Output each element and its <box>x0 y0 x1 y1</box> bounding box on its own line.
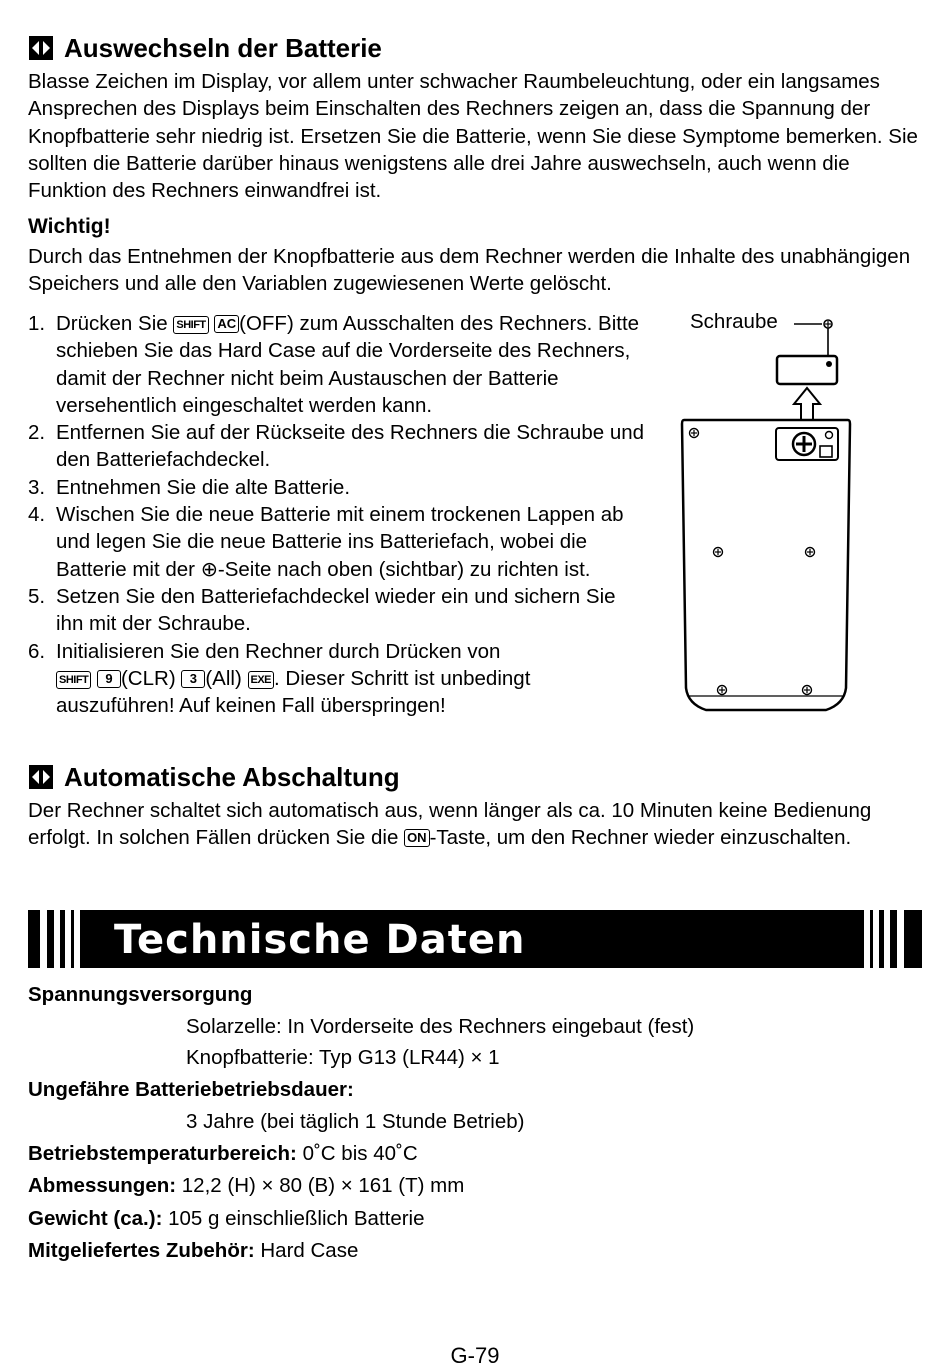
section-title: Automatische Abschaltung <box>64 762 400 792</box>
step-item <box>28 638 648 720</box>
step-number: 5. <box>28 584 46 608</box>
auto-off-text-end: -Taste, um den Rechner wieder einzuschalten. <box>429 826 852 850</box>
step-text: Entfernen Sie auf der Rückseite des Rechners die Schraube und den Batteriefachdeckel. <box>56 421 645 472</box>
step-text: Entnehmen Sie die alte Batterie. <box>56 475 351 499</box>
battery-steps-list <box>28 310 648 719</box>
step-item <box>28 583 648 638</box>
section-marker-icon <box>28 764 54 790</box>
step-number: 1. <box>28 312 46 335</box>
step-item <box>28 501 648 583</box>
nine-key-icon: 9 <box>97 670 121 688</box>
step-number: 2. <box>28 421 46 445</box>
step-text: Initialisieren Sie den Rechner durch Drücken von <box>56 639 501 663</box>
spec-label: Betriebstemperaturbereich: <box>28 1142 297 1165</box>
tech-data-banner <box>28 910 922 968</box>
step-number: 3. <box>28 475 46 499</box>
step-text: -Seite nach oben (sichtbar) zu richten ist. <box>217 557 591 581</box>
spec-value: 105 g einschließlich Batterie <box>168 1207 425 1230</box>
step-text: Drücken Sie <box>56 312 168 335</box>
exe-key-icon: EXE <box>248 671 275 689</box>
step-text: Wischen Sie die neue Batterie mit einem trockenen Lappen ab und legen Sie die neue Batterie ins Batteriefach, wobei die Batterie mit der <box>56 503 624 581</box>
auto-off-text <box>28 797 923 852</box>
spec-temp <box>28 1140 418 1167</box>
step-item <box>28 310 648 419</box>
spec-value: 12,2 (H) × 80 (B) × 161 (T) mm <box>181 1174 465 1197</box>
spec-power-solar: Solarzelle: In Vorderseite des Rechners eingebaut (fest) <box>186 1015 695 1038</box>
spec-weight <box>28 1205 425 1232</box>
screw-label: Schraube <box>690 310 778 333</box>
spec-label: Mitgeliefertes Zubehör: <box>28 1239 255 1262</box>
on-key-icon: ON <box>404 829 430 847</box>
section-title: Auswechseln der Batterie <box>64 33 382 63</box>
plus-terminal-icon: ⊕ <box>200 556 218 581</box>
spec-label: Gewicht (ca.): <box>28 1207 163 1230</box>
key-label: (CLR) <box>120 666 176 690</box>
calculator-back-icon <box>676 308 936 728</box>
step-text: . Dieser Schritt ist unbedingt auszuführen! Auf keinen Fall überspringen! <box>56 666 531 718</box>
ac-key-icon: AC <box>214 315 239 333</box>
section-heading-auto-off <box>28 762 400 792</box>
spec-life-value: 3 Jahre (bei täglich 1 Stunde Betrieb) <box>186 1110 525 1133</box>
auto-off-text-start: Der Rechner schaltet sich automatisch aus, wenn länger als ca. 10 Minuten keine Bedienung erfolgt. In solchen Fällen drücken Sie die <box>28 799 872 850</box>
page-number: G-79 <box>450 1343 500 1368</box>
step-text: Setzen Sie den Batteriefachdeckel wieder ein und sichern Sie ihn mit der Schraube. <box>56 584 616 636</box>
spec-power-battery: Knopfbatterie: Typ G13 (LR44) × 1 <box>186 1046 500 1069</box>
step-number: 6. <box>28 639 46 663</box>
shift-key-icon: SHIFT <box>173 316 208 334</box>
three-key-icon: 3 <box>181 670 205 688</box>
section-marker-icon <box>28 35 54 61</box>
step-text: (OFF) zum Ausschalten des Rechners. Bitte schieben Sie das Hard Case auf die Vorderseite des Rechners, damit der Rechner nicht beim Austauschen der Batterie versehentlich eingeschaltet werden kann. <box>56 312 640 417</box>
important-heading: Wichtig! <box>28 215 111 238</box>
tech-data-title: Technische Daten <box>114 917 526 963</box>
shift-key-icon: SHIFT <box>56 671 91 689</box>
section-heading-battery <box>28 33 382 63</box>
step-item <box>28 474 648 501</box>
important-text: Durch das Entnehmen der Knopfbatterie aus dem Rechner werden die Inhalte des unabhängigen Speichers und alle den Variablen zugewiesenen Werte gelöscht. <box>28 245 911 296</box>
spec-value: 0˚C bis 40˚C <box>302 1142 418 1165</box>
spec-accessories <box>28 1237 358 1264</box>
spec-life-label <box>28 1076 354 1103</box>
step-number: 4. <box>28 503 46 527</box>
step-item <box>28 419 648 474</box>
spec-label: Spannungsversorgung <box>28 983 253 1006</box>
spec-dimensions <box>28 1172 464 1199</box>
spec-value: Hard Case <box>260 1239 359 1262</box>
spec-label: Ungefähre Batteriebetriebsdauer: <box>28 1078 354 1101</box>
calculator-back-illustration <box>676 308 936 728</box>
spec-power-label <box>28 981 252 1008</box>
key-label: (All) <box>205 666 242 690</box>
spec-label: Abmessungen: <box>28 1174 177 1197</box>
battery-intro-text: Blasse Zeichen im Display, vor allem unter schwacher Raumbeleuchtung, oder ein langsames Ansprechen des Displays beim Einschalten des Rechners zeigen an, dass die Spannung der Knopfbatterie sehr niedrig ist. Ersetzen Sie die Batterie, wenn Sie diese Symptome bemerken. Sie sollten die Batterie darüber hinaus wenigstens alle drei Jahre auswechseln, auch wenn die Funktion des Rechners einwandfrei ist. <box>28 70 918 203</box>
